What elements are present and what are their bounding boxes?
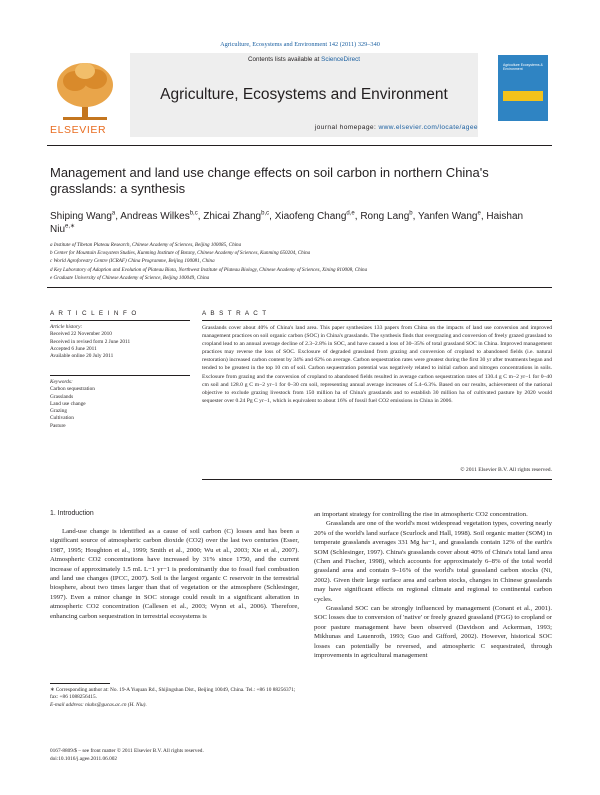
title-divider bbox=[47, 287, 552, 288]
author-name: Yanfen Wang bbox=[418, 211, 478, 222]
author-affiliation-marker: b,c bbox=[189, 210, 198, 217]
affiliation-item: d Key Laboratory of Adaption and Evolution of Plateau Biota, Northwest Institute of Plateau Biology, Chinese Academy of Sciences, Xining 810008, China bbox=[50, 266, 368, 273]
journal-cover-thumbnail bbox=[498, 55, 548, 121]
author-name: Rong Lang bbox=[360, 211, 410, 222]
paragraph: Grasslands are one of the world's most widespread vegetation types, covering nearly 20% of the world's land surface (Scurlock and Hall, 1998). Soil organic matter (SOM) in temperate grasslands averages 331 Mg ha−1, and grasslands contain 12% of the earth's SOM (Schlesinger, 1997). China's grasslands cover about 40% of China's total land area (Chen and Fischer, 1998), which accounts for approximately 6–8% of the total world grassland area and contain 9–16% of the world's total grassland carbon stocks (Ni, 2002). Given their large surface area and carbon stocks, changes in Chinese grasslands may have significant effects on regional climate and regional to continental carbon cycles. bbox=[314, 520, 552, 603]
journal-homepage-line bbox=[130, 124, 478, 131]
author-affiliation-marker: e bbox=[477, 210, 481, 217]
history-list bbox=[50, 331, 190, 360]
contents-prefix: Contents lists available at bbox=[247, 56, 322, 63]
publisher-name: ELSEVIER bbox=[50, 124, 107, 136]
elsevier-tree-logo bbox=[49, 55, 121, 125]
author-affiliation-marker: e,∗ bbox=[65, 223, 76, 230]
contents-line bbox=[130, 56, 478, 63]
author-affiliation-marker: a bbox=[111, 210, 116, 217]
corresponding-author-note: ∗ Corresponding author at: No. 19-A Yuquan Rd., Shijingshan Dist., Beijing 10049, China. Tel.: +86 10 88256371; fax: +86 1088256415. bbox=[50, 687, 296, 701]
copyright-line: © 2011 Elsevier B.V. All rights reserved. bbox=[460, 467, 552, 473]
keywords-block bbox=[50, 379, 190, 430]
article-info-heading: A R T I C L E I N F O bbox=[50, 310, 138, 317]
journal-reference[interactable]: Agriculture, Ecosystems and Environment 142 (2011) 329–340 bbox=[220, 41, 380, 48]
introduction-right-column bbox=[314, 510, 552, 661]
journal-title: Agriculture, Ecosystems and Environment bbox=[160, 86, 448, 103]
history-label: Article history: bbox=[50, 324, 83, 330]
history-item: Received in revised form 2 June 2011 bbox=[50, 338, 131, 345]
article-history bbox=[50, 324, 190, 360]
abstract-end-rule bbox=[202, 479, 552, 480]
abstract-text: Grasslands cover about 40% of China's land area. This paper synthesizes 133 papers from China on the impacts of land use conversion and improved management practices on soil organic carbon (SOC) in China's grasslands. The synthesis finds that overgrazing and conversion of freely grazed grassland to cropland lead to an annual average decline of 2.3–2.8% in SOC, and have caused a loss of 30–35% of total grassland SOC in China. Improved management practices may reverse the loss of SOC. Exclosure of degraded grassland from grazing and conversion of cropland to abandoned fields (i.e. natural restoration) increased carbon content by 34% and 62% on average. Carbon sequestration rates were greatest during the first 30 yr after treatments began and tended to be greatest in the top 10 cm of soil. Carbon sequestration potential was negatively related to initial carbon and nitrogen concentrations in soils. Exclosure from grazing and the conversion of cropland to abandoned fields resulted in average carbon sequestration rates of 130.4 g C m−2 yr−1 for 0–40 cm soil and 128.0 g C m−2 yr−1 for 0–30 cm soil, representing annual average increases of 5.4–6.3%. Based on our results, achievement of the national objective to exclude grazing livestock from 150 million ha of China's grasslands and to establish 30 million ha of cultivated pasture by 2020 would sequester over 0.24 Pg C yr−1, which is equivalent to about 16% of fossil fuel CO2 emissions in China in 2006. bbox=[202, 325, 552, 404]
keyword-list bbox=[50, 386, 190, 430]
footnote bbox=[50, 687, 299, 709]
header-divider bbox=[47, 145, 552, 146]
keyword-item: Carbon sequestration bbox=[50, 386, 95, 393]
history-item: Available online 20 July 2011 bbox=[50, 353, 114, 360]
doi-line[interactable]: doi:10.1016/j.agee.2011.06.002 bbox=[50, 755, 118, 762]
keyword-item: Grazing bbox=[50, 408, 68, 415]
sciencedirect-link[interactable]: ScienceDirect bbox=[321, 56, 360, 63]
author-name: Xiaofeng Chang bbox=[274, 211, 347, 222]
affiliation-item: a Institute of Tibetan Plateau Research, Chinese Academy of Sciences, Beijing 100085, China bbox=[50, 242, 242, 248]
footnote-rule bbox=[50, 683, 110, 684]
author-list: Shiping Wang$^a$, Andreas Wilkes$^{b,c}$, Zhicai Zhang$^{b,c}$, Xiaofeng Chang$^{d,e}$, Rong Lang$^b$, Yanfen Wang$^e$, Haishan Niu$^{e,∗}$ bbox=[50, 210, 524, 235]
paragraph: Grassland SOC can be strongly influenced by management (Conant et al., 2001). SOC losses due to conversion of 'native' or freely grazed grassland (FGG) to cropland or poor pasture management have been observed (Davidson and Ackerman, 1993; Mikhunas and Lauenroth, 1993; Guo and Gifford, 2002). However, historical SOC losses can potentially be reversed, and atmospheric C sequestrated, through improvements in agricultural management bbox=[314, 605, 552, 660]
keyword-item: Grasslands bbox=[50, 393, 74, 400]
history-item: Accepted 6 June 2011 bbox=[50, 345, 97, 352]
affiliation-list bbox=[50, 241, 550, 282]
paragraph: an important strategy for controlling the rise in atmospheric CO2 concentration. bbox=[314, 511, 528, 518]
cover-title: Agriculture Ecosystems & Environment bbox=[503, 63, 543, 71]
issn-line: 0167-8809/$ – see front matter © 2011 Elsevier B.V. All rights reserved. bbox=[50, 748, 204, 754]
author-name: Andreas Wilkes bbox=[120, 211, 190, 222]
author-name: Haishan Niu bbox=[50, 211, 524, 235]
keyword-item: Land use change bbox=[50, 400, 86, 407]
introduction-left-column: Land-use change is identified as a cause of soil carbon (C) losses and has been a significant source of atmospheric carbon dioxide (CO2) over the last two centuries (Esser, 1987, 1995; Houghton et al., 1999; Smith et al., 2000; Wu et al., 2003; Xie et al., 2007). Atmospheric CO2 concentrations have increased by 31% since 1750, and the current increase of approximately 1.5 mL L−1 yr−1 is predominantly due to fossil fuel combustion and land use changes (IPCC, 2007). Soil is the largest organic C reservoir in the terrestrial biosphere, about two times larger than that of vegetation or the atmosphere (Schlesinger, 1997). Even a minor change in SOC storage could result in a significant alteration in atmospheric CO2 concentration (Callesen et al., 2003; Wynn et al., 2006). Therefore, enhancing carbon sequestration in terrestrial ecosystems is bbox=[50, 528, 299, 620]
author-name: Zhicai Zhang bbox=[203, 211, 262, 222]
author-affiliation-marker: d,e bbox=[346, 210, 355, 217]
journal-homepage-link[interactable]: www.elsevier.com/locate/agee bbox=[378, 124, 478, 131]
author-affiliation-marker: b,c bbox=[261, 210, 270, 217]
keywords-rule bbox=[50, 375, 190, 376]
article-title: Management and land use change effects on soil carbon in northern China's grasslands: a synthesis bbox=[50, 165, 489, 196]
homepage-prefix: journal homepage: bbox=[314, 124, 379, 131]
cover-band bbox=[503, 91, 543, 101]
affiliation-item: c World Agroforestry Centre (ICRAF) China Programme, Beijing 100081, China bbox=[50, 258, 215, 265]
article-info-rule bbox=[50, 320, 190, 321]
keyword-item: Cultivation bbox=[50, 415, 74, 422]
abstract-rule bbox=[202, 320, 552, 321]
bottom-info bbox=[50, 748, 350, 763]
affiliation-item: b Center for Mountain Ecosystem Studies, Kunming Institute of Botany, Chinese Academy of Sciences, Kunming 650204, China bbox=[50, 250, 311, 257]
history-item: Received 22 November 2010 bbox=[50, 331, 112, 338]
affiliation-item: e Graduate University of Chinese Academy of Science, Beijing 100049, China bbox=[50, 274, 210, 281]
introduction-heading: 1. Introduction bbox=[50, 510, 94, 517]
keyword-item: Pasture bbox=[50, 422, 66, 429]
author-affiliation-marker: b bbox=[409, 210, 413, 217]
email-note[interactable]: E-mail address: niuhs@gucas.ac.cn (H. Niu). bbox=[50, 701, 147, 708]
abstract-heading: A B S T R A C T bbox=[202, 310, 268, 317]
keywords-label: Keywords: bbox=[50, 379, 73, 385]
author-name: Shiping Wang bbox=[50, 211, 112, 222]
